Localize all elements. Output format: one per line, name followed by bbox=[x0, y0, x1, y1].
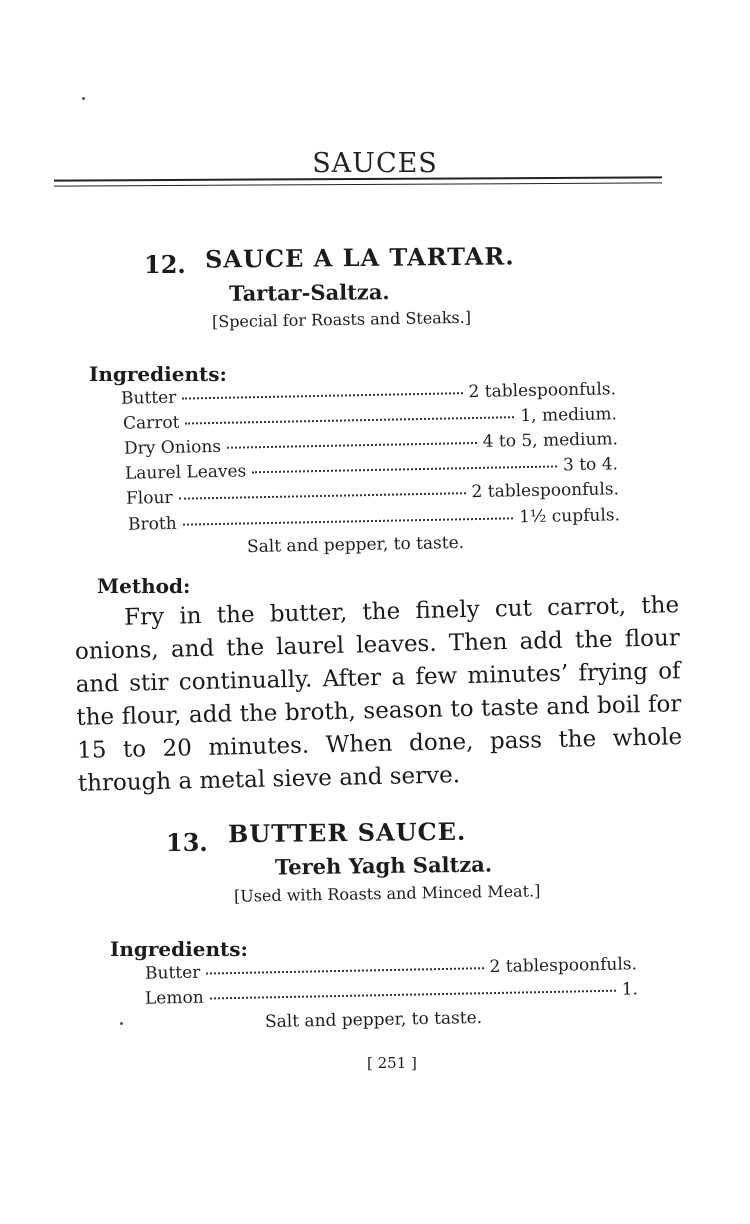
leader-dots bbox=[186, 416, 515, 424]
ingredient-name: Butter bbox=[120, 387, 177, 409]
ingredient-row bbox=[145, 979, 638, 1008]
recipe-subtitle: Tartar-Saltza. bbox=[228, 279, 390, 306]
method-label: Method: bbox=[97, 574, 191, 598]
ingredient-name: Laurel Leaves bbox=[124, 461, 247, 484]
ingredient-row bbox=[125, 454, 618, 483]
ingredient-name: Lemon bbox=[144, 987, 204, 1009]
ingredient-quantity: 1. bbox=[621, 979, 639, 1000]
recipe-note: [Special for Roasts and Steaks.] bbox=[211, 307, 472, 332]
leader-dots bbox=[227, 442, 477, 449]
recipe-number: 12. bbox=[144, 250, 186, 279]
ingredient-quantity: 2 tablespoonfuls. bbox=[471, 479, 620, 503]
ingredients-label: Ingredients: bbox=[110, 937, 248, 961]
recipe-number: 13. bbox=[166, 828, 208, 857]
ingredient-quantity: 2 tablespoonfuls. bbox=[489, 954, 638, 978]
ingredient-quantity: 1, medium. bbox=[520, 404, 618, 427]
ingredient-quantity: 2 tablespoonfuls. bbox=[468, 379, 617, 403]
recipe-note: [Used with Roasts and Minced Meat.] bbox=[233, 881, 541, 906]
scan-speck bbox=[82, 97, 85, 100]
ingredient-quantity: 4 to 5, medium. bbox=[482, 429, 619, 452]
method-text bbox=[74, 589, 683, 801]
seasoning-note: Salt and pepper, to taste. bbox=[264, 1007, 483, 1033]
ingredient-name: Carrot bbox=[122, 412, 180, 434]
ingredient-row bbox=[123, 404, 617, 433]
scan-speck bbox=[120, 1022, 123, 1025]
ingredient-name: Butter bbox=[144, 962, 201, 984]
recipe-subtitle: Tereh Yagh Saltza. bbox=[274, 851, 493, 880]
page-number: [ 251 ] bbox=[367, 1054, 417, 1072]
running-head: SAUCES bbox=[312, 148, 438, 179]
method-body: Fry in the butter, the finely cut carrot, the onions, and the laurel leaves. Then add the flour and stir continually. After a few minutes’ frying of the flour, add the broth, season to taste and boil for 15 to 20 minutes. When done, pass the whole through a metal sieve and serve. bbox=[74, 592, 683, 797]
leader-dots bbox=[206, 967, 483, 974]
ingredient-row bbox=[124, 429, 618, 458]
leader-dots bbox=[252, 465, 557, 473]
recipe-title: SAUCE A LA TARTAR. bbox=[204, 241, 515, 274]
leader-dots bbox=[182, 392, 462, 399]
ingredient-name: Flour bbox=[125, 487, 173, 509]
seasoning-note: Salt and pepper, to taste. bbox=[246, 532, 465, 558]
leader-dots bbox=[210, 990, 616, 1000]
ingredients-label: Ingredients: bbox=[89, 362, 227, 386]
paragraph-indent bbox=[74, 625, 124, 626]
ingredient-row bbox=[128, 505, 620, 534]
recipe-title: BUTTER SAUCE. bbox=[227, 816, 467, 849]
ingredient-name: Broth bbox=[127, 513, 177, 535]
leader-dots bbox=[183, 517, 513, 525]
ingredient-quantity: 3 to 4. bbox=[562, 454, 619, 476]
ingredient-quantity: 1½ cupfuls. bbox=[518, 505, 621, 528]
header-rule bbox=[54, 182, 662, 186]
ingredient-row bbox=[126, 479, 619, 508]
ingredient-name: Dry Onions bbox=[123, 436, 222, 459]
leader-dots bbox=[179, 492, 466, 500]
